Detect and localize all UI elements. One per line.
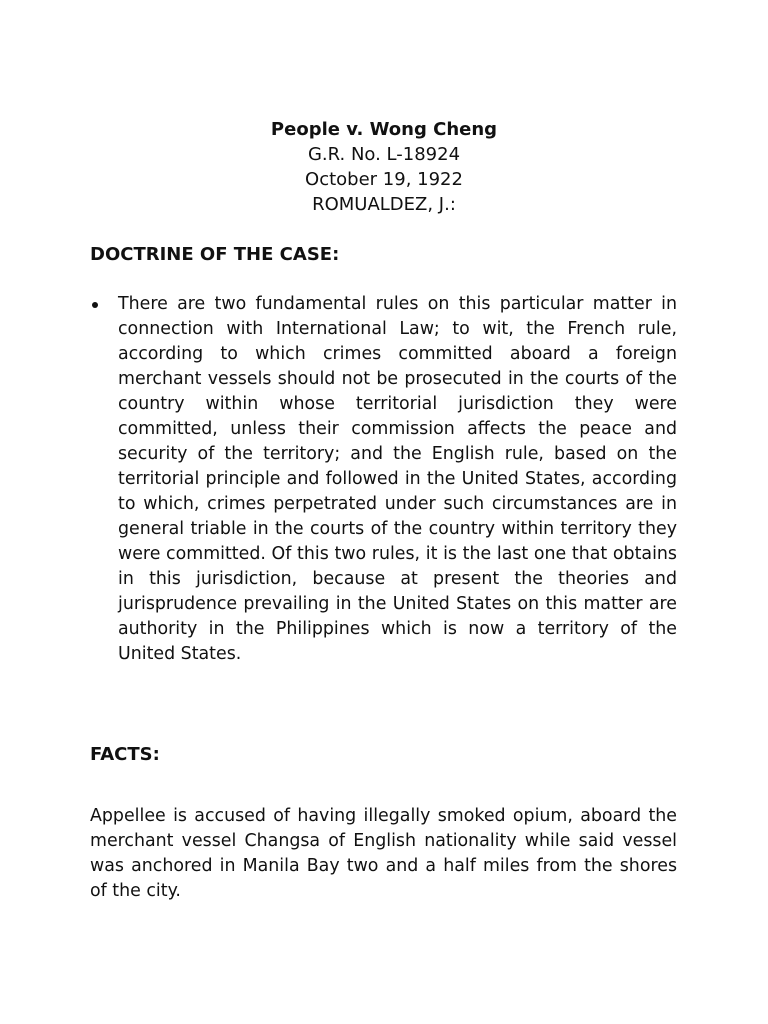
doctrine-heading: DOCTRINE OF THE CASE: — [90, 244, 340, 265]
ponente: ROMUALDEZ, J.: — [312, 194, 456, 215]
doctrine-list — [90, 292, 677, 667]
gr-number: G.R. No. L-18924 — [307, 144, 461, 165]
doctrine-item — [90, 292, 677, 667]
case-header — [0, 117, 768, 217]
case-title: People v. Wong Cheng — [270, 119, 498, 140]
bullet-icon — [92, 302, 98, 308]
facts-paragraph: Appellee is accused of having illegally smoked opium, aboard the merchant vessel Changsa of English nationality while said vessel was anchored in Manila Bay two and a half miles from the shores of the city. — [90, 806, 677, 901]
doctrine-item-text: There are two fundamental rules on this particular matter in connection with International Law; to wit, the French rule, according to which crimes committed aboard a foreign merchant vessels should not be prosecuted in the courts of the country within whose territorial jurisdiction they were committed, unless their commission affects the peace and security of the territory; and the English rule, based on the territorial principle and followed in the United States, according to which, crimes perpetrated under such circumstances are in general triable in the courts of the country within territory they were committed. Of this two rules, it is the last one that obtains in this jurisdiction, because at present the theories and jurisprudence prevailing in the United States on this matter are authority in the Philippines which is now a territory of the United States. — [118, 294, 677, 664]
decision-date: October 19, 1922 — [305, 169, 463, 190]
facts-heading: FACTS: — [90, 744, 160, 765]
